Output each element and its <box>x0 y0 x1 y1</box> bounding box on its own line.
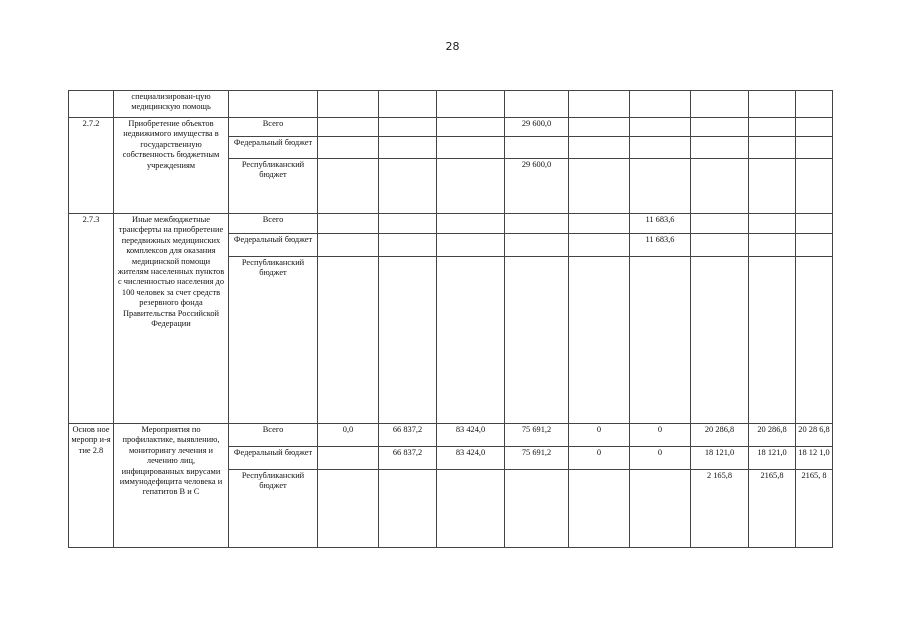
value-cell <box>318 159 379 214</box>
value-cell <box>569 470 630 548</box>
value-cell <box>505 214 569 234</box>
value-cell: 29 600,0 <box>505 159 569 214</box>
item-code: 2.7.2 <box>69 118 114 214</box>
funding-source: Всего <box>229 424 318 447</box>
value-cell <box>569 214 630 234</box>
value-cell: 83 424,0 <box>437 424 505 447</box>
value-cell: 18 12 1,0 <box>796 447 833 470</box>
value-cell <box>379 234 437 257</box>
value-cell <box>505 257 569 424</box>
value-cell: 29 600,0 <box>505 118 569 137</box>
value-cell <box>379 214 437 234</box>
item-name: Приобретение объектов недвижимого имущества в государственную собственность бюджетным учреждениям <box>114 118 229 214</box>
value-cell <box>379 118 437 137</box>
value-cell <box>318 118 379 137</box>
value-cell <box>318 234 379 257</box>
value-cell <box>437 234 505 257</box>
table-row-continuation <box>69 91 833 118</box>
table-row <box>69 424 833 447</box>
value-cell <box>379 137 437 159</box>
value-cell <box>796 234 833 257</box>
value-cell: 2 165,8 <box>691 470 749 548</box>
value-cell <box>691 214 749 234</box>
value-cell <box>749 234 796 257</box>
value-cell <box>569 137 630 159</box>
value-cell <box>691 118 749 137</box>
value-cell <box>691 234 749 257</box>
page-number: 28 <box>445 40 460 53</box>
value-cell: 20 286,8 <box>691 424 749 447</box>
value-cell <box>691 257 749 424</box>
value-cell: 0 <box>630 447 691 470</box>
value-cell <box>796 137 833 159</box>
value-cell <box>796 159 833 214</box>
table-row <box>69 118 833 137</box>
value-cell <box>505 470 569 548</box>
item-name: специализирован-цую медицинскую помощь <box>114 91 229 118</box>
value-cell: 66 837,2 <box>379 424 437 447</box>
value-cell: 83 424,0 <box>437 447 505 470</box>
value-cell <box>691 159 749 214</box>
value-cell <box>437 470 505 548</box>
value-cell: 11 683,6 <box>630 214 691 234</box>
value-cell: 0 <box>630 424 691 447</box>
value-cell <box>437 118 505 137</box>
value-cell: 75 691,2 <box>505 447 569 470</box>
value-cell <box>630 257 691 424</box>
value-cell <box>749 257 796 424</box>
value-cell <box>630 137 691 159</box>
value-cell: 2165, 8 <box>796 470 833 548</box>
value-cell: 2165,8 <box>749 470 796 548</box>
value-cell: 18 121,0 <box>691 447 749 470</box>
value-cell: 20 286,8 <box>749 424 796 447</box>
value-cell <box>318 137 379 159</box>
value-cell <box>749 137 796 159</box>
value-cell <box>569 234 630 257</box>
value-cell <box>749 214 796 234</box>
value-cell <box>569 257 630 424</box>
value-cell <box>318 470 379 548</box>
value-cell <box>630 470 691 548</box>
value-cell <box>505 137 569 159</box>
funding-source: Республиканский бюджет <box>229 470 318 548</box>
value-cell: 0,0 <box>318 424 379 447</box>
value-cell <box>437 159 505 214</box>
value-cell <box>569 118 630 137</box>
value-cell <box>630 159 691 214</box>
value-cell <box>437 214 505 234</box>
value-cell <box>630 118 691 137</box>
value-cell: 66 837,2 <box>379 447 437 470</box>
value-cell <box>749 159 796 214</box>
value-cell: 20 28 6,8 <box>796 424 833 447</box>
value-cell <box>505 234 569 257</box>
value-cell <box>318 447 379 470</box>
value-cell: 0 <box>569 424 630 447</box>
value-cell <box>379 257 437 424</box>
value-cell <box>691 137 749 159</box>
value-cell <box>437 257 505 424</box>
value-cell <box>318 214 379 234</box>
item-code: 2.7.3 <box>69 214 114 424</box>
value-cell <box>569 159 630 214</box>
value-cell: 11 683,6 <box>630 234 691 257</box>
budget-table <box>68 90 833 548</box>
value-cell <box>318 257 379 424</box>
value-cell: 18 121,0 <box>749 447 796 470</box>
value-cell <box>379 159 437 214</box>
funding-source: Федеральный бюджет <box>229 137 318 159</box>
item-name: Иные межбюджетные трансферты на приобретение передвижных медицинских комплексов для оказания медицинской помощи жителям населенных пунктов с численностью населения до 100 человек за счет средств резервного фонда Правительства Российской Федерации <box>114 214 229 424</box>
value-cell <box>749 118 796 137</box>
table-row <box>69 214 833 234</box>
funding-source: Федеральный бюджет <box>229 447 318 470</box>
value-cell <box>437 137 505 159</box>
funding-source: Республиканский бюджет <box>229 159 318 214</box>
value-cell <box>379 470 437 548</box>
item-code: Основ ное меропр и-ятие 2.8 <box>69 424 114 548</box>
value-cell: 0 <box>569 447 630 470</box>
value-cell <box>796 257 833 424</box>
item-name: Мероприятия по профилактике, выявлению, мониторингу лечения и лечению лиц, инфицированных вирусами иммунодефицита человека и гепатитов В и С <box>114 424 229 548</box>
value-cell <box>796 214 833 234</box>
funding-source: Всего <box>229 214 318 234</box>
value-cell: 75 691,2 <box>505 424 569 447</box>
funding-source: Федеральный бюджет <box>229 234 318 257</box>
value-cell <box>796 118 833 137</box>
funding-source: Всего <box>229 118 318 137</box>
funding-source: Республиканский бюджет <box>229 257 318 424</box>
